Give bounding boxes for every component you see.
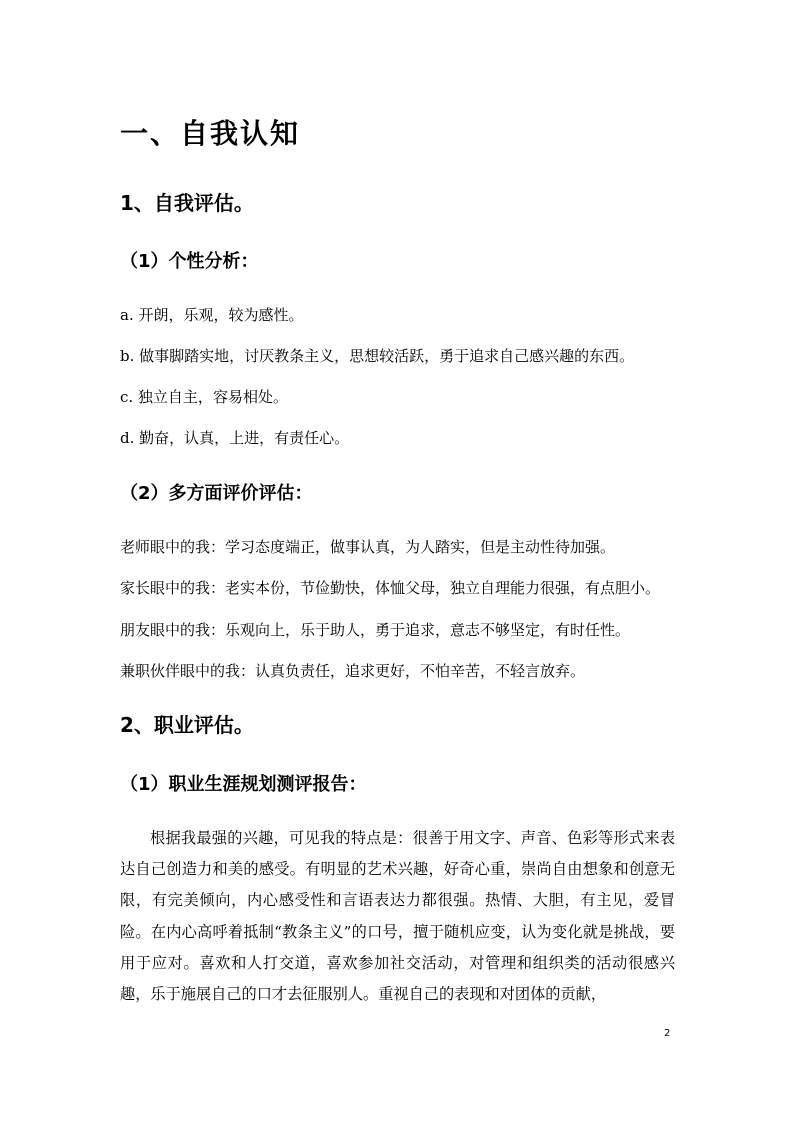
- heading-career-report: （1）职业生涯规划测评报告：: [120, 774, 367, 795]
- heading-career-assessment: 2、职业评估。: [120, 713, 254, 737]
- heading-self-assessment: 1、自我评估。: [120, 191, 254, 215]
- personality-item-a: a. 开朗，乐观，较为感性。: [120, 306, 304, 324]
- personality-item-c: c. 独立自主，容易相处。: [120, 388, 288, 406]
- evaluation-parents: 家长眼中的我：老实本份，节俭勤快，体恤父母，独立自理能力很强，有点胆小。: [120, 579, 661, 597]
- evaluation-teacher: 老师眼中的我：学习态度端正，做事认真，为人踏实，但是主动性待加强。: [120, 538, 616, 556]
- page-number: 2: [664, 1028, 671, 1039]
- evaluation-partners: 兼职伙伴眼中的我：认真负责任，追求更好，不怕辛苦，不轻言放弃。: [120, 662, 586, 680]
- heading-personality-analysis: （1）个性分析：: [120, 251, 259, 272]
- personality-item-b: b. 做事脚踏实地，讨厌教条主义，思想较活跃，勇于追求自己感兴趣的东西。: [120, 347, 635, 365]
- personality-item-d: d. 勤奋，认真，上进，有责任心。: [120, 429, 350, 447]
- evaluation-friends: 朋友眼中的我：乐观向上，乐于助人，勇于追求，意志不够坚定，有时任性。: [120, 621, 631, 639]
- career-report-paragraph: 根据我最强的兴趣，可见我的特点是：很善于用文字、声音、色彩等形式来表达自己创造力和美的感受。有明显的艺术兴趣，好奇心重，崇尚自由想象和创意无限，有完美倾向，内心感受性和言语表达力都很强。热情、大胆，有主见，爱冒险。在内心高呼着抵制“教条主义”的口号，擅于随机应变，认为变化就是挑战，要用于应对。喜欢和人打交道，喜欢参加社交活动，对管理和组织类的活动很感兴趣，乐于施展自己的口才去征服别人。重视自己的表现和对团体的贡献，: [120, 829, 675, 1004]
- heading-self-awareness: 一、自我认知: [120, 117, 301, 150]
- heading-multi-evaluation: （2）多方面评价评估：: [120, 483, 313, 504]
